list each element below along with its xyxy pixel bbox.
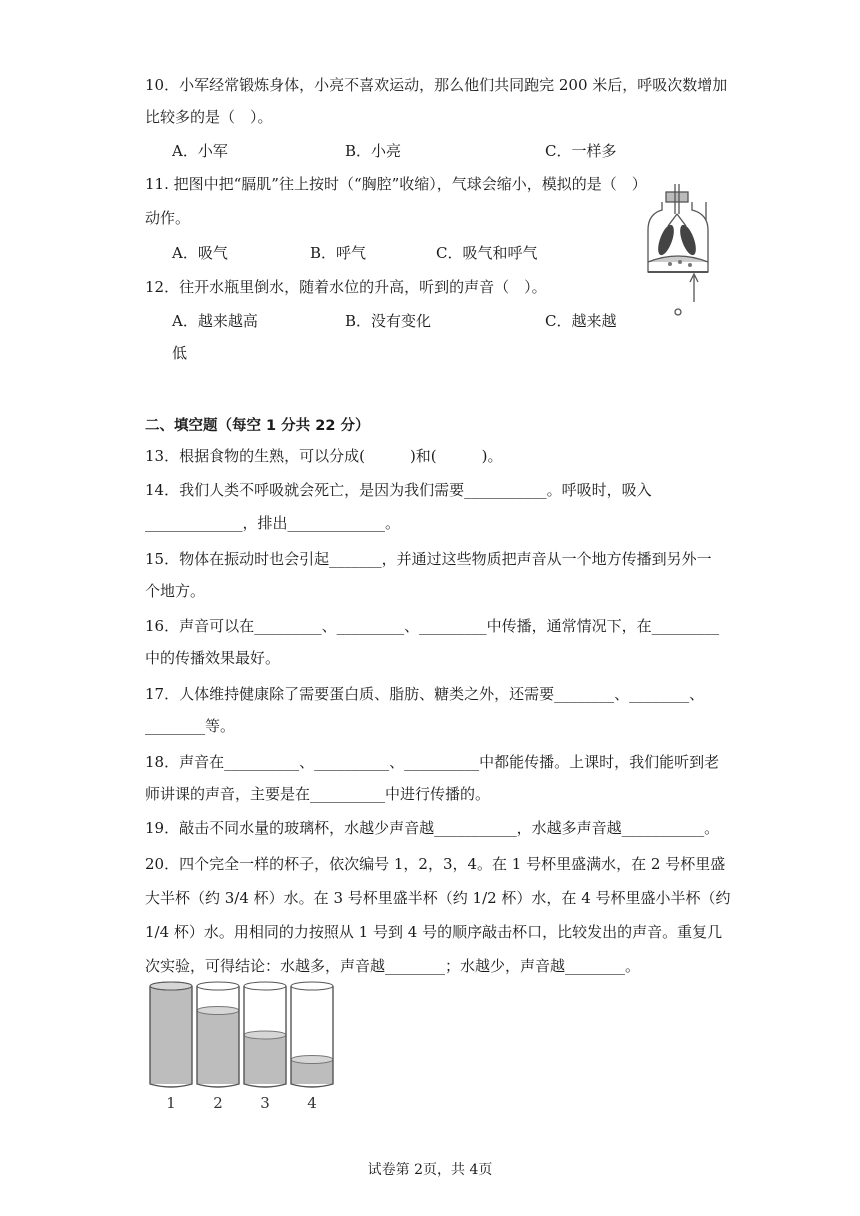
cup-3 xyxy=(244,982,286,1112)
q12-option-c-continued: 低 xyxy=(172,344,188,362)
q15-line1: 15．物体在振动时也会引起_______，并通过这些物质把声音从一个地方传播到另外一 xyxy=(145,550,712,568)
page-footer: 试卷第 2页，共 4页 xyxy=(367,1162,493,1178)
cup-1 xyxy=(150,982,192,1112)
lung-model-figure xyxy=(640,180,716,320)
cup-water xyxy=(150,986,192,1084)
q18-line2: 师讲课的声音，主要是在__________中进行传播的。 xyxy=(145,785,491,803)
q17-line2: ________等。 xyxy=(145,717,236,735)
q15-line2: 个地方。 xyxy=(145,582,206,600)
q11-line2: 动作。 xyxy=(145,209,191,227)
q20-line2: 大半杯（约 3/4 杯）水。在 3 号杯里盛半杯（约 1/2 杯）水，在 4 号杯里盛小半杯（约 xyxy=(145,889,731,907)
q20-line3: 1/4 杯）水。用相同的力按照从 1 号到 4 号的顺序敲击杯口，比较发出的声音。重复几 xyxy=(145,923,723,941)
q13-line1: 13．根据食物的生熟，可以分成( )和( )。 xyxy=(145,447,503,465)
water-surface xyxy=(291,1056,333,1064)
q14-line1: 14．我们人类不呼吸就会死亡，是因为我们需要___________。呼吸时，吸入 xyxy=(145,481,652,499)
q10-line1: 10．小军经常锻炼身体，小亮不喜欢运动，那么他们共同跑完 200 米后，呼吸次数增加 xyxy=(145,76,728,94)
water-surface xyxy=(244,1031,286,1039)
cup-rim xyxy=(291,982,333,990)
q19-line1: 19．敲击不同水量的玻璃杯，水越少声音越___________，水越多声音越___________。 xyxy=(145,819,720,837)
water-surface xyxy=(197,1007,239,1015)
q10-option-a: A．小军 xyxy=(172,142,228,160)
water-cups-figure xyxy=(146,978,352,1114)
cup-rim xyxy=(197,982,239,990)
q10-option-b: B．小亮 xyxy=(345,142,402,160)
q10-option-c: C．一样多 xyxy=(545,142,617,160)
q12-option-c: C．越来越 xyxy=(545,312,617,330)
q12-option-a: A．越来越高 xyxy=(172,312,258,330)
cup-label: 4 xyxy=(307,1094,317,1112)
cup-label: 2 xyxy=(213,1094,223,1112)
q11-line1: 11. 把图中把“膈肌”往上按时（“胸腔”收缩），气球会缩小，模拟的是（ ） xyxy=(145,175,647,193)
q20-line1: 20．四个完全一样的杯子，依次编号 1，2，3，4。在 1 号杯里盛满水，在 2 号杯里盛 xyxy=(145,855,726,873)
q11-option-a: A．吸气 xyxy=(172,244,228,262)
q10-line2: 比较多的是（ ）。 xyxy=(145,108,273,126)
q12-option-b: B．没有变化 xyxy=(345,312,432,330)
cup-water xyxy=(197,1011,239,1085)
q11-option-c: C．吸气和呼气 xyxy=(436,244,538,262)
q17-line1: 17．人体维持健康除了需要蛋白质、脂肪、糖类之外，还需要________、________、 xyxy=(145,685,705,703)
cup-water xyxy=(244,1035,286,1084)
cup-4 xyxy=(291,982,333,1112)
q12-line1: 12．往开水瓶里倒水，随着水位的升高，听到的声音（ ）。 xyxy=(145,278,547,296)
cup-rim xyxy=(244,982,286,990)
section-title: 二、填空题（每空 1 分共 22 分） xyxy=(145,418,370,434)
cup-label: 1 xyxy=(166,1094,176,1112)
q18-line1: 18．声音在__________、__________、__________中都能传播。上课时，我们能听到老 xyxy=(145,753,720,771)
q11-option-b: B．呼气 xyxy=(310,244,367,262)
q16-line1: 16．声音可以在_________、_________、_________中传播，通常情况下，在_________ xyxy=(145,617,720,635)
q14-line2: _____________，排出_____________。 xyxy=(145,514,401,532)
cup-label: 3 xyxy=(260,1094,270,1112)
cup-2 xyxy=(197,982,239,1112)
q16-line2: 中的传播效果最好。 xyxy=(145,649,281,667)
q20-line4: 次实验，可得结论：水越多，声音越________；水越少，声音越________。 xyxy=(145,957,641,975)
